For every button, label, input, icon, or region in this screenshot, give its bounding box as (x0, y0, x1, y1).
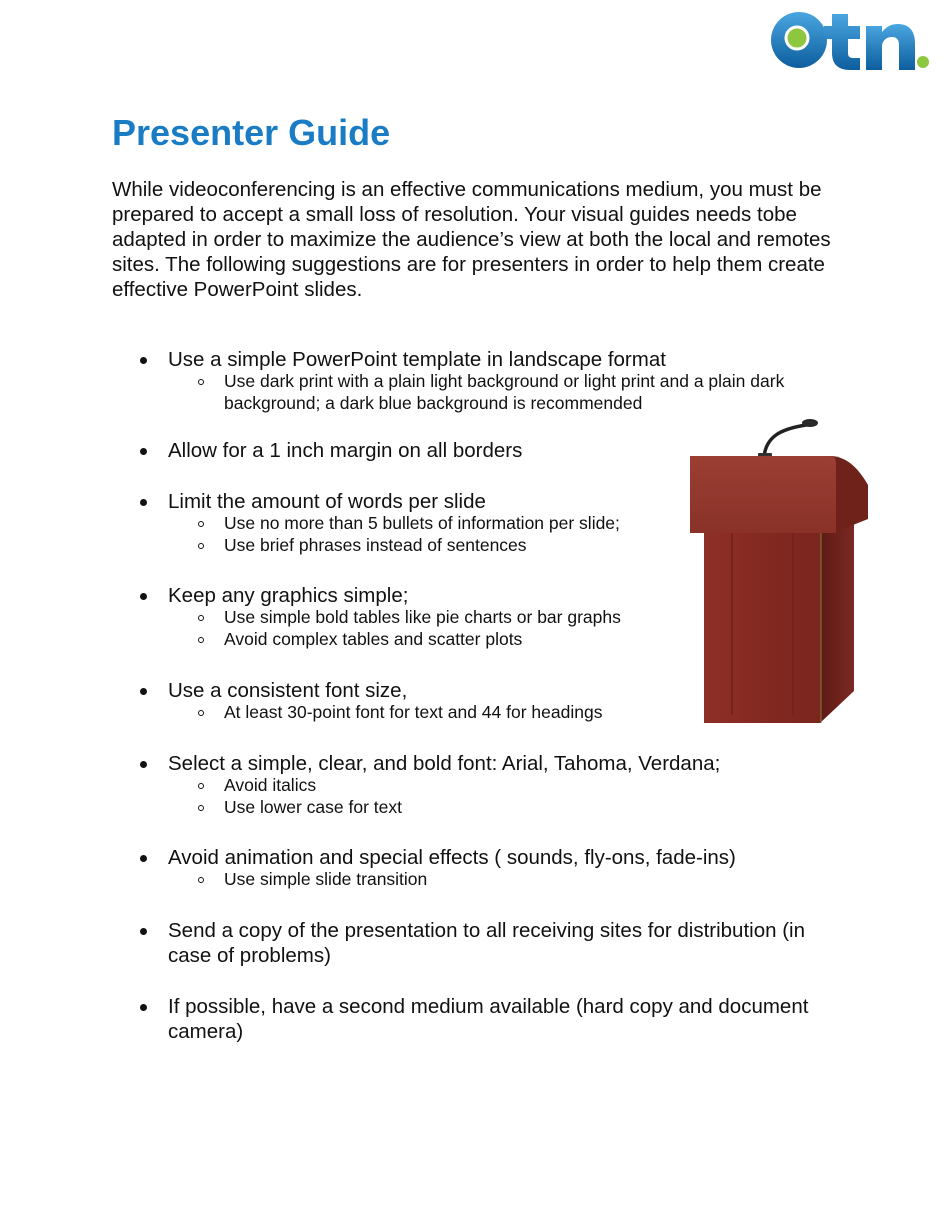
hollow-bullet-icon (198, 877, 204, 883)
podium-icon (688, 415, 872, 727)
sub-list (196, 371, 836, 414)
podium-illustration (688, 415, 872, 727)
sub-item-text: Avoid italics (224, 775, 317, 795)
hollow-bullet-icon (198, 805, 204, 811)
bullet-icon (140, 688, 147, 695)
sub-list (196, 869, 836, 891)
sub-item-text: Use brief phrases instead of sentences (224, 535, 527, 555)
hollow-bullet-icon (198, 710, 204, 716)
list-item-text: Keep any graphics simple; (168, 584, 409, 607)
bullet-icon (140, 499, 147, 506)
list-item-text: Select a simple, clear, and bold font: Arial, Tahoma, Verdana; (168, 752, 721, 775)
list-item-text: If possible, have a second medium available (hard copy and document camera) (168, 995, 809, 1043)
sub-item-text: Avoid complex tables and scatter plots (224, 629, 523, 649)
sub-item-text: Use lower case for text (224, 797, 402, 817)
sub-list (196, 775, 836, 819)
list-item-text: Avoid animation and special effects ( sounds, fly-ons, fade-ins) (168, 846, 736, 869)
bullet-icon (140, 448, 147, 455)
sub-item-text: Use simple bold tables like pie charts or bar graphs (224, 607, 621, 627)
sub-item-text: Use dark print with a plain light background or light print and a plain dark background; a dark blue background is recommended (224, 371, 785, 413)
hollow-bullet-icon (198, 379, 204, 385)
hollow-bullet-icon (198, 521, 204, 527)
bullet-icon (140, 357, 147, 364)
bullet-icon (140, 855, 147, 862)
hollow-bullet-icon (198, 783, 204, 789)
bullet-icon (140, 928, 147, 935)
list-item-text: Send a copy of the presentation to all receiving sites for distribution (in case of problems) (168, 919, 805, 967)
sub-item-text: Use no more than 5 bullets of information per slide; (224, 513, 620, 533)
sub-item (196, 775, 836, 797)
sub-item (196, 869, 836, 891)
sub-item-text: At least 30-point font for text and 44 for headings (224, 702, 603, 722)
list-item-text: Allow for a 1 inch margin on all borders (168, 439, 523, 462)
bullet-icon (140, 761, 147, 768)
list-item-text: Limit the amount of words per slide (168, 490, 486, 513)
sub-item (196, 797, 836, 819)
page-title: Presenter Guide (112, 112, 391, 153)
sub-item (196, 371, 836, 414)
bullet-icon (140, 1004, 147, 1011)
hollow-bullet-icon (198, 615, 204, 621)
intro-paragraph: While videoconferencing is an effective communications medium, you must be prepared to accept a small loss of resolution. Your visual guides needs tobe adapted in order to maximize the audience’s view at both the local and remotes sites. The following suggestions are for presenters in order to help them create effective PowerPoint slides. (112, 178, 831, 301)
hollow-bullet-icon (198, 543, 204, 549)
hollow-bullet-icon (198, 637, 204, 643)
bullet-icon (140, 593, 147, 600)
sub-item-text: Use simple slide transition (224, 869, 428, 889)
list-item-text: Use a simple PowerPoint template in landscape format (168, 348, 666, 371)
list-item-text: Use a consistent font size, (168, 679, 408, 702)
